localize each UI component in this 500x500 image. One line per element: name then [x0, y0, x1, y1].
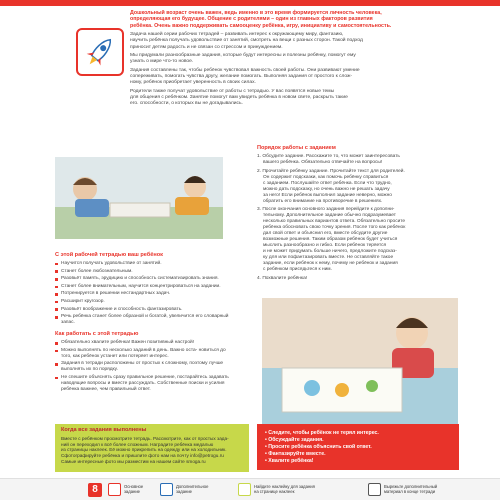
basic-task-icon	[108, 483, 121, 496]
text-line: 4. Похвалите ребёнка!	[257, 275, 308, 281]
rocket-logo-icon	[76, 28, 124, 76]
text-line: возможные решения. Таким образом ребёнок будет учиться	[263, 237, 398, 243]
list-item	[257, 276, 457, 282]
text-line: несколько правильных вариантов ответа. Обязательно просите	[263, 219, 406, 225]
child-with-workbook-photo	[262, 298, 458, 424]
text-line: Дошкольный возраст очень важен, ведь именно в это время формируется личность человека,	[130, 10, 382, 16]
children-reading-photo	[55, 157, 223, 239]
intro-text	[130, 10, 485, 110]
intro-lead	[130, 10, 485, 29]
list-item: Можно выполнять по несколько заданий в день. Важно оста- новиться до того, как ребёнок устанет или потеряет интерес.	[55, 348, 235, 360]
list-item: Не спешите объяснять сразу правильное решение, постарайтесь задавать наводящие вопросы и вместе рассуждать. Собственные поиски и усилия ребёнка важнее, чем правильный ответ.	[55, 375, 235, 393]
text-line: ребёнка обосновать свою точку зрения. После того как ребёнок	[263, 225, 406, 231]
how-to-work-list	[55, 340, 235, 393]
benefits-list	[55, 261, 235, 326]
intro-paragraph	[130, 53, 485, 65]
text-line: за него! Если ребёнок выполнил задание неверно, можно	[263, 192, 392, 198]
text-line: научить ребёнка получать удовольствие от занятий, смотреть на вещи с разных сторон. Такой подход	[130, 38, 363, 44]
text-line: Задача нашей серии рабочих тетрадей – развивать интерес к окружающему миру, фантазию,	[130, 32, 344, 38]
text-line: ку для или пофантазировать вместе. Не оставляйте такое	[263, 255, 394, 261]
text-line: из страницы наклеек. Её можно прикрепить на одежду или на холодильник.	[61, 447, 227, 453]
text-line: приносит детям радость и не связан со стрессом и принуждением.	[130, 44, 283, 50]
text-line: сопереживать, помогать чувства другу, желание помогать. Выполняя задания от простого к слож-	[130, 74, 352, 80]
benefits-section	[55, 247, 235, 395]
text-line: задание	[124, 489, 141, 494]
text-line: определяющая его будущее. Общение с родителями – один из главных факторов развития	[130, 16, 373, 23]
intro-paragraph	[130, 68, 485, 87]
text-line: Найдите наклейку для задания	[254, 484, 315, 489]
list-item: Разовьёт воображение и способность фантазировать.	[55, 307, 235, 313]
work-order-list	[257, 154, 457, 282]
list-item: Научится получать удовольствие от занятий.	[55, 261, 235, 267]
footer-legend	[0, 478, 500, 500]
text-line: Он содержит подсказки, как помочь ребёнку справиться	[263, 174, 389, 180]
tips-box	[257, 424, 459, 470]
text-line: 3. После окончания основного задания перейдите к дополни-	[257, 207, 395, 213]
tip-item: • Хвалите ребёнка!	[265, 458, 451, 465]
text-line: Самые интересные фото мы разместим на нашем сайте smoga.ru	[61, 458, 206, 464]
text-line: можно дать подсказку, но очень важно не решать задачу	[263, 186, 390, 192]
list-item: Потренируется в решении нестандартных задач.	[55, 291, 235, 297]
text-line: с заданием. Послушайте ответ ребёнка. Если что трудно,	[263, 180, 392, 186]
basic-task-label	[124, 484, 143, 494]
text-line: 2. Прочитайте ребёнку задание. Прочитайте текст для родителей.	[257, 168, 405, 174]
text-line: Вырежьте дополнительный	[384, 484, 438, 489]
text-line: тельному. Дополнительное задание обычно подразумевает	[263, 213, 396, 219]
work-order-section	[257, 145, 457, 284]
work-order-title: Порядок работы с заданием	[257, 145, 336, 151]
text-line: задание, если ребёнок к нему, почему не ребёнок и задания	[263, 261, 398, 267]
intro-paragraph	[130, 89, 485, 108]
text-line: на странице наклеек	[254, 489, 295, 494]
age-badge: 8	[88, 483, 102, 497]
tip-item: • Обсуждайте задания.	[265, 437, 451, 444]
list-item	[257, 169, 457, 205]
text-line: Вместе с ребёнком просмотрите тетрадь. Рассмотрите, как от простых зада-	[61, 435, 229, 441]
extra-task-label	[176, 484, 208, 494]
list-item	[257, 154, 457, 166]
sticker-icon	[238, 483, 251, 496]
text-line: Мы придумали разнообразные задания, которые будут интересны и полезны ребёнку, помогут ему	[130, 53, 356, 59]
text-line: вашего ребёнка. Обязательно отвечайте на вопросы!	[263, 160, 383, 165]
scissors-icon	[368, 483, 381, 496]
list-item: Расширит кругозор.	[55, 299, 235, 305]
list-item: Речь ребёнка станет более образной и богатой, увеличится его словарный запас.	[55, 314, 235, 326]
text-line: Родители также получат удовольствие от работы с тетрадью. У вас появятся новые темы	[130, 89, 335, 95]
sticker-label	[254, 484, 315, 494]
text-line: и не может придумать больше ничего, предложите подсказ-	[263, 249, 397, 255]
text-line: дал свой ответ и объяснил его, вместе обсудите другие	[263, 231, 388, 237]
extra-task-icon	[160, 483, 173, 496]
list-item: Задания в тетради расположены от простых к сложному, поэтому лучше выполнять их по порядку.	[55, 361, 235, 373]
when-done-box	[55, 424, 249, 472]
text-line: 1. Обсудите задание. Расскажите то, что может заинтересовать	[257, 154, 400, 159]
text-line: узнать о мире что-то новое.	[130, 59, 194, 65]
text-line: Дополнительное	[176, 484, 209, 489]
when-done-title: Когда все задания выполнены	[61, 427, 147, 433]
text-line: Сфотографируйте ребёнка и пришлите фото нам на почту info@petrogu.ru	[61, 453, 224, 459]
text-line: ний он переходил к всё более сложным. Наградите ребёнка медалью	[61, 441, 214, 447]
text-line: Основное	[124, 484, 144, 489]
list-item: Станет более любознательным.	[55, 269, 235, 275]
text-line: Задания составлены так, чтобы ребёнок чувствовал важность своей работы. Они развивают умение	[130, 68, 360, 74]
tip-item: • Просите ребёнка объяснить свой ответ.	[265, 444, 451, 451]
list-item: Обязательно хвалите ребёнка! Важен позитивный настрой!	[55, 340, 235, 346]
intro-paragraph	[130, 32, 485, 51]
text-line: мыслить разнообразно и гибко. Если ребёнок теряется	[263, 243, 387, 249]
list-item	[257, 207, 457, 273]
benefits-title: С этой рабочей тетрадью ваш ребёнок	[55, 252, 163, 258]
text-line: обратить его внимание на противоречие в решениях.	[263, 198, 383, 204]
text-line: для общения с ребёнком. Занятие помогут вам увидеть ребёнка в новом свете, раскрыть такие	[130, 95, 348, 101]
how-to-work-title: Как работать с этой тетрадью	[55, 331, 139, 338]
text-line: задание	[176, 489, 193, 494]
text-line: ребёнка. Очень важно поддерживать самооценку ребёнка, игру, инициативу и самостоятельность.	[130, 22, 392, 29]
list-item: Разовьёт память, эрудицию и способность систематизировать знания.	[55, 276, 235, 282]
text-line: материал в конце тетради	[384, 489, 436, 494]
text-line: с ребёнком присядьтеся к ним.	[263, 267, 332, 273]
text-line: его. способности, о которых вы не догадывались.	[130, 101, 243, 107]
top-red-bar	[0, 0, 500, 6]
tip-item: • Фантазируйте вместе.	[265, 451, 451, 458]
list-item: Станет более внимательным, научится концентрироваться на задании.	[55, 284, 235, 290]
tip-item: • Следите, чтобы ребёнок не терял интерес.	[265, 430, 451, 437]
text-line: ному, ребёнок приобретает уверенность в своих силах.	[130, 80, 256, 86]
cut-material-label	[384, 484, 437, 494]
